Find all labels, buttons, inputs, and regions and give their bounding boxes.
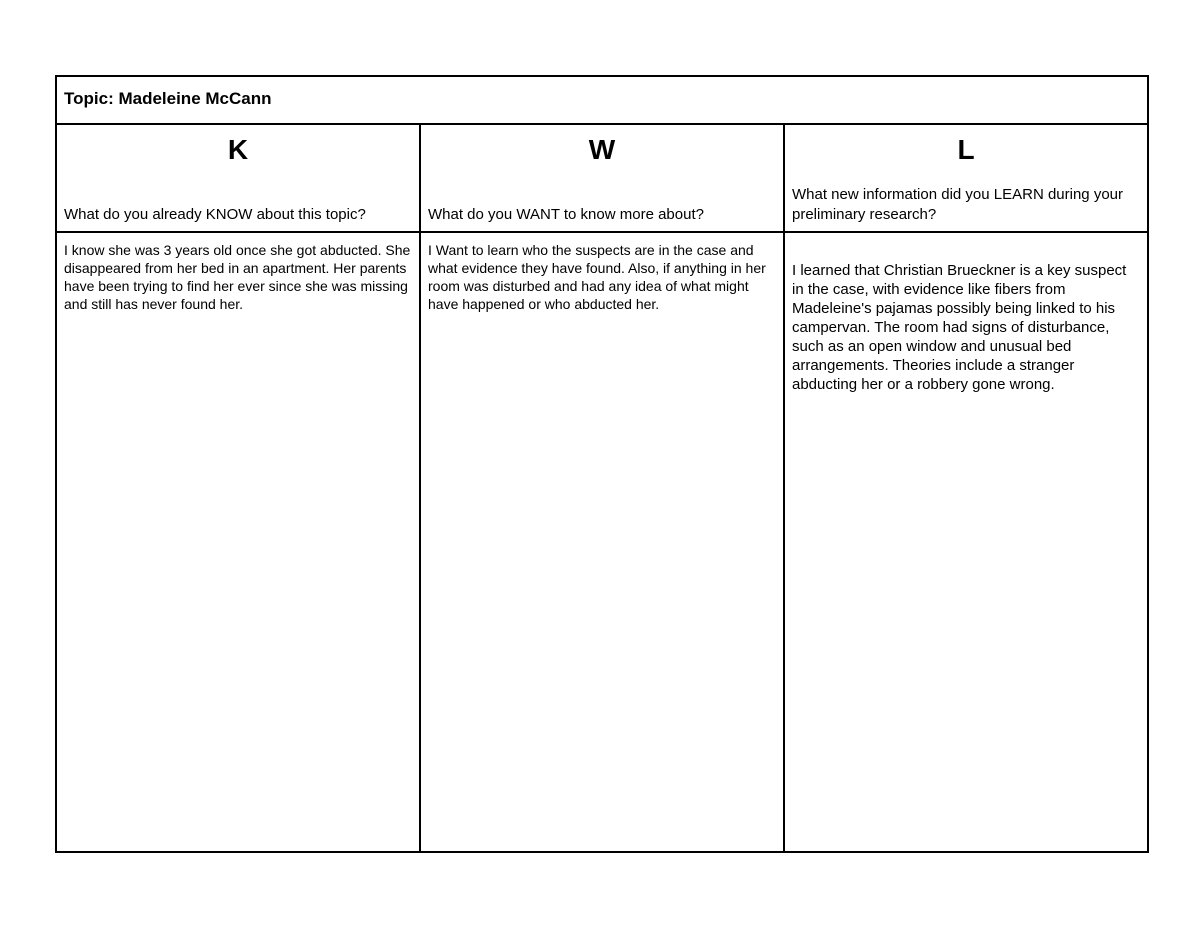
want-response-text: I Want to learn who the suspects are in the case and what evidence they have found. Also, if anything in her room was disturbed and had any idea of what might have happened or who abducted her.: [428, 242, 766, 313]
learn-question: What new information did you LEARN during your preliminary research?: [792, 186, 1123, 224]
learn-letter: L: [957, 134, 975, 166]
kwl-chart: [55, 75, 1149, 853]
topic-title: Topic: Madeleine McCann: [64, 89, 272, 108]
know-letter: K: [227, 134, 249, 166]
learn-response-text: I learned that Christian Brueckner is a key suspect in the case, with evidence like fibers from Madeleine's pajamas possibly being linked to his campervan. The room had signs of disturbance, such as an open window and unusual bed arrangements. Theories include a stranger abducting her or a robbery gone wrong.: [792, 262, 1127, 394]
header-row: [56, 124, 1148, 232]
want-response-cell[interactable]: [420, 232, 784, 852]
learn-response-cell[interactable]: [784, 232, 1148, 852]
want-letter: W: [588, 134, 616, 166]
know-response-cell[interactable]: [56, 232, 420, 852]
know-question: What do you already KNOW about this topic?: [64, 206, 366, 224]
topic-cell: [56, 76, 1148, 124]
know-response-text: I know she was 3 years old once she got abducted. She disappeared from her bed in an apartment. Her parents have been trying to find her ever since she was missing and still has never found her.: [64, 242, 411, 313]
learn-header-cell: [784, 124, 1148, 232]
response-row: [56, 232, 1148, 852]
want-header-cell: [420, 124, 784, 232]
want-question: What do you WANT to know more about?: [428, 206, 704, 224]
know-header-cell: [56, 124, 420, 232]
topic-row: [56, 76, 1148, 124]
